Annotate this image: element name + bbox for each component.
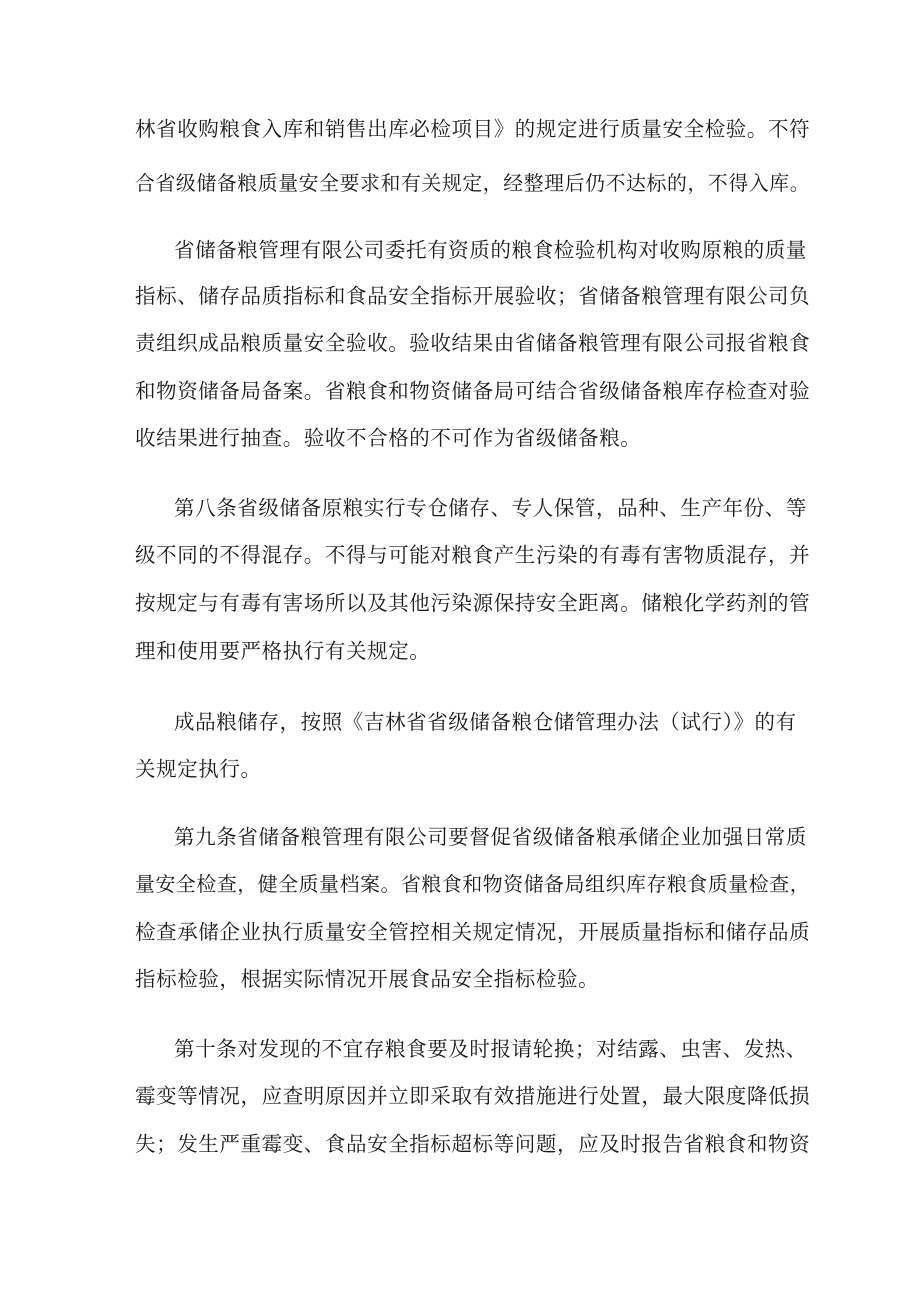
paragraph-line: 和物资储备局备案。省粮食和物资储备局可结合省级储备粮库存检查对验: [135, 379, 811, 403]
paragraph-line: 指标检验，根据实际情况开展食品安全指标检验。: [135, 967, 600, 991]
paragraph-line: 检查承储企业执行质量安全管控相关规定情况，开展质量指标和储存品质: [135, 920, 811, 944]
paragraph-line: 按规定与有毒有害场所以及其他污染源保持安全距离。储粮化学药剂的管: [135, 591, 811, 615]
paragraph-line: 收结果进行抽查。验收不合格的不可作为省级储备粮。: [135, 426, 642, 450]
paragraph-line: 第十条对发现的不宜存粮食要及时报请轮换；对结露、虫害、发热、: [174, 1037, 807, 1061]
paragraph-line: 责组织成品粮质量安全验收。验收结果由省储备粮管理有限公司报省粮食: [135, 331, 811, 355]
paragraph-line: 省储备粮管理有限公司委托有资质的粮食检验机构对收购原粮的质量: [174, 238, 807, 262]
paragraph-line: 成品粮储存，按照《吉林省省级储备粮仓储管理办法（试行）》的有: [174, 710, 797, 734]
paragraph-line: 理和使用要严格执行有关规定。: [135, 639, 431, 663]
paragraph-line: 指标、储存品质指标和食品安全指标开展验收；省储备粮管理有限公司负: [135, 284, 811, 308]
paragraph-line: 第八条省级储备原粮实行专仓储存、专人保管，品种、生产年份、等: [174, 496, 807, 520]
paragraph-line: 量安全检查，健全质量档案。省粮食和物资储备局组织库存粮食质量检查，: [135, 873, 811, 896]
paragraph-line: 霉变等情况，应查明原因并立即采取有效措施进行处置，最大限度降低损: [135, 1084, 811, 1108]
paragraph-line: 第九条省储备粮管理有限公司要督促省级储备粮承储企业加强日常质: [174, 825, 807, 849]
paragraph-line: 合省级储备粮质量安全要求和有关规定，经整理后仍不达标的，不得入库。: [135, 172, 811, 195]
paragraph-line: 级不同的不得混存。不得与可能对粮食产生污染的有毒有害物质混存，并: [135, 543, 811, 567]
paragraph-line: 林省收购粮食入库和销售出库必检项目》的规定进行质量安全检验。不符: [135, 117, 811, 141]
paragraph-line: 失；发生严重霉变、食品安全指标超标等问题，应及时报告省粮食和物资: [135, 1132, 811, 1156]
paragraph-line: 关规定执行。: [135, 757, 262, 781]
